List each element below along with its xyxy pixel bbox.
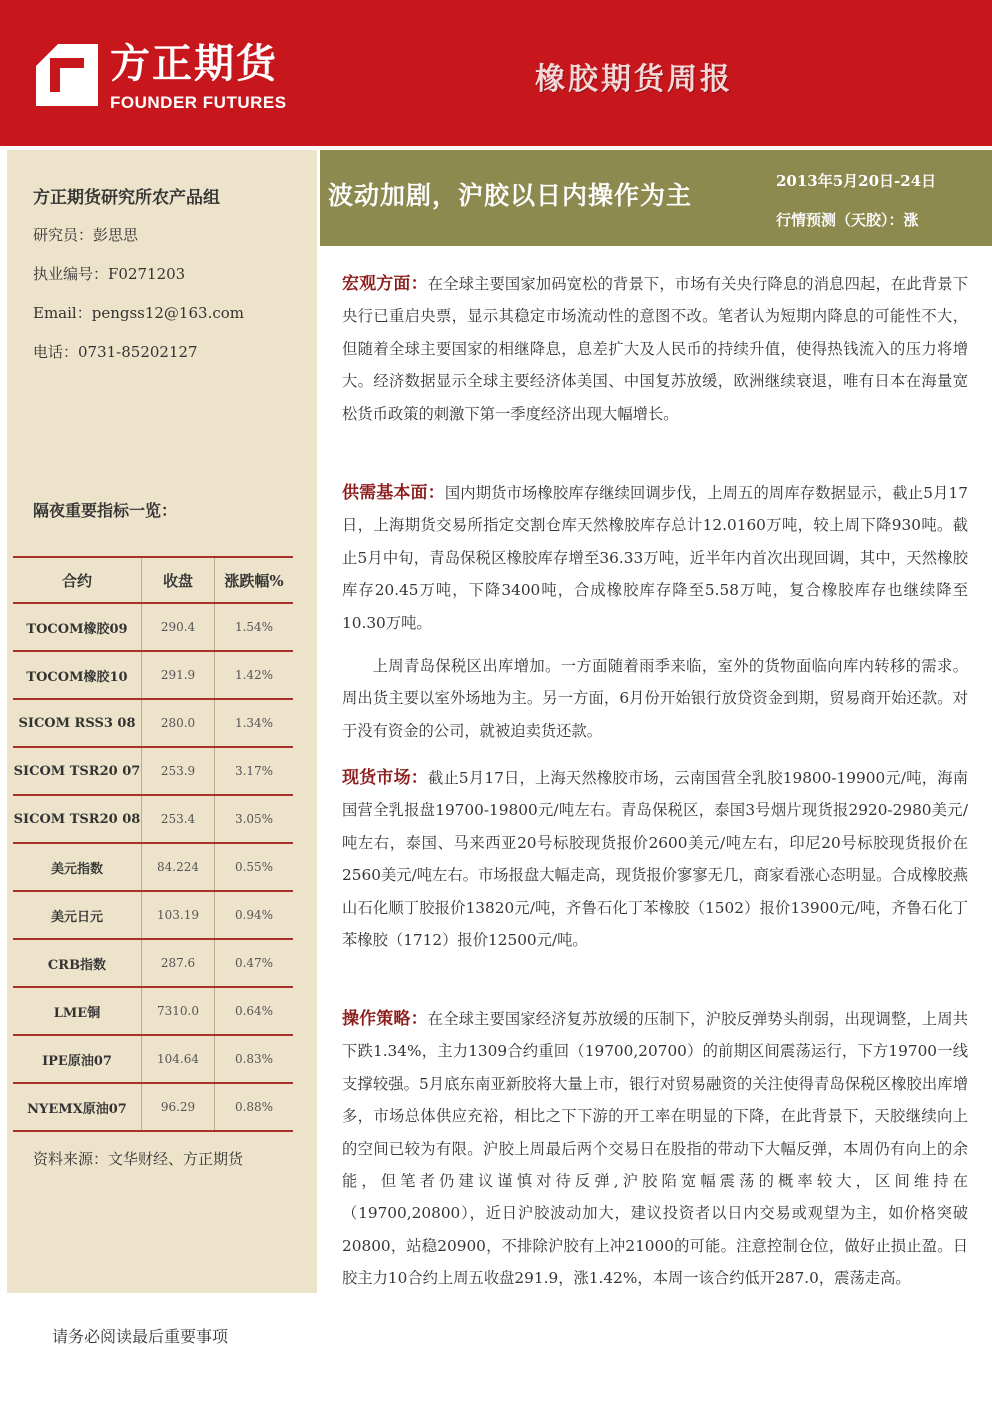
change-value: 0.88%	[215, 1083, 294, 1131]
change-value: 1.42%	[215, 651, 294, 699]
change-value: 0.94%	[215, 891, 294, 939]
change-value: 0.83%	[215, 1035, 294, 1083]
table-row	[13, 843, 293, 891]
table-row	[13, 891, 293, 939]
table-row	[13, 699, 293, 747]
contract-name: 美元指数	[13, 843, 142, 891]
logo-english-name: FOUNDER FUTURES	[110, 93, 287, 112]
close-value: 280.0	[142, 699, 215, 747]
change-value: 1.34%	[215, 699, 294, 747]
close-value: 96.29	[142, 1083, 215, 1131]
change-value: 0.47%	[215, 939, 294, 987]
header-contract: 合约	[13, 557, 142, 603]
macro-text: 在全球主要国家加码宽松的背景下，市场有关央行降息的消息四起，在此背景下央行已重启央票，显示其稳定市场流动性的意图不改。笔者认为短期内降息的可能性不大，但随着全球主要国家的相继降息，息差扩大及人民币的持续升值，使得热钱流入的压力将增大。经济数据显示全球主要经济体美国、中国复苏放缓，欧洲继续衰退，唯有日本在海量宽松货币政策的刺激下第一季度经济出现大幅增长。	[342, 275, 968, 423]
footer-notice: 请务必阅读最后重要事项	[52, 1327, 229, 1346]
header-banner	[0, 0, 992, 146]
contract-name: LME铜	[13, 987, 142, 1035]
table-row	[13, 987, 293, 1035]
contract-name: TOCOM橡胶10	[13, 651, 142, 699]
strategy-paragraph	[342, 1003, 968, 1295]
data-source-note: 资料来源：文华财经、方正期货	[33, 1150, 244, 1168]
change-value: 0.55%	[215, 843, 294, 891]
change-value: 3.17%	[215, 747, 294, 795]
table-header-row	[13, 557, 293, 603]
spot-paragraph	[342, 762, 968, 956]
macro-paragraph	[342, 268, 968, 430]
spot-text: 截止5月17日，上海天然橡胶市场，云南国营全乳胶19800-19900元/吨，海南国营全乳报盘19700-19800元/吨左右。青岛保税区，泰国3号烟片现货报2920-2980美元/吨左右，泰国、马来西亚20号标胶现货报价2600美元/吨左右，印尼20号标胶现货报价在2560美元/吨左右。市场报盘大幅走高，现货报价寥寥无几，商家看涨心态明显。合成橡胶燕山石化顺丁胶报价13820元/吨，齐鲁石化丁苯橡胶（1502）报价13900元/吨，齐鲁石化丁苯橡胶（1712）报价12500元/吨。	[342, 769, 968, 950]
change-value: 3.05%	[215, 795, 294, 843]
close-value: 290.4	[142, 603, 215, 651]
table-row	[13, 795, 293, 843]
contract-name: 美元日元	[13, 891, 142, 939]
close-value: 253.9	[142, 747, 215, 795]
contract-name: SICOM RSS3 08	[13, 699, 142, 747]
table-row	[13, 651, 293, 699]
sidebar-license: 执业编号：F0271203	[33, 265, 186, 283]
sidebar-email: Email：pengss12@163.com	[33, 304, 244, 322]
report-date: 2013年5月20日-24日	[776, 172, 937, 190]
table-row	[13, 939, 293, 987]
close-value: 287.6	[142, 939, 215, 987]
sidebar-phone: 电话：0731-85202127	[33, 343, 198, 361]
supply-paragraph	[342, 477, 968, 639]
contract-name: TOCOM橡胶09	[13, 603, 142, 651]
macro-label: 宏观方面：	[342, 274, 428, 294]
supply-text: 国内期货市场橡胶库存继续回调步伐，上周五的周库存数据显示，截止5月17日，上海期货交易所指定交割仓库天然橡胶库存总计12.0160万吨，较上周下降930吨。截止5月中旬，青岛保税区橡胶库存增至36.33万吨，近半年内首次出现回调，其中，天然橡胶库存20.45万吨，下降3400吨，合成橡胶库存降至5.58万吨，复合橡胶库存也继续降至10.30万吨。	[342, 484, 969, 632]
sidebar-researcher: 研究员：彭思思	[33, 226, 139, 244]
close-value: 104.64	[142, 1035, 215, 1083]
contract-name: CRB指数	[13, 939, 142, 987]
table-row	[13, 1083, 293, 1131]
header-close: 收盘	[142, 557, 215, 603]
founder-logo-icon	[36, 44, 98, 106]
market-forecast: 行情预测（天胶）：涨	[776, 211, 919, 229]
table-row	[13, 1035, 293, 1083]
contract-name: IPE原油07	[13, 1035, 142, 1083]
close-value: 7310.0	[142, 987, 215, 1035]
sidebar-org: 方正期货研究所农产品组	[33, 188, 220, 208]
qingdao-paragraph: 上周青岛保税区出库增加。一方面随着雨季来临，室外的货物面临向库内转移的需求。周出货主要以室外场地为主。另一方面，6月份开始银行放贷资金到期，贸易商开始还款。对于没有资金的公司，就被迫卖货还款。	[342, 657, 968, 740]
strategy-label: 操作策略：	[342, 1009, 428, 1029]
change-value: 0.64%	[215, 987, 294, 1035]
table-row	[13, 747, 293, 795]
strategy-text: 在全球主要国家经济复苏放缓的压制下，沪胶反弹势头削弱，出现调整，上周共下跌1.34%，主力1309合约重回（19700,20700）的前期区间震荡运行，下方19700一线支撑较强。5月底东南亚新胶将大量上市，银行对贸易融资的关注使得青岛保税区橡胶出库增多，市场总体供应充裕，相比之下下游的开工率在明显的下降，在此背景下，天胶继续向上的空间已较为有限。沪胶上周最后两个交易日在股指的带动下大幅反弹，本周仍有向上的余能，但笔者仍建议谨慎对待反弹,沪胶陷宽幅震荡的概率较大，区间维持在（19700,20800），近日沪胶波动加大，建议投资者以日内交易或观望为主，如价格突破20800，站稳20900，不排除沪胶有上冲21000的可能。注意控制仓位，做好止损止盈。日胶主力10合约上周五收盘291.9，涨1.42%，本周一该合约低开287.0，震荡走高。	[342, 1010, 968, 1288]
supply-label: 供需基本面：	[342, 483, 445, 503]
change-value: 1.54%	[215, 603, 294, 651]
close-value: 84.224	[142, 843, 215, 891]
spot-label: 现货市场：	[342, 768, 428, 788]
close-value: 253.4	[142, 795, 215, 843]
logo-chinese-name: 方正期货	[110, 41, 278, 87]
close-value: 291.9	[142, 651, 215, 699]
indicators-table	[13, 556, 293, 1132]
main-title: 波动加剧，沪胶以日内操作为主	[328, 181, 693, 210]
table-row	[13, 603, 293, 651]
contract-name: SICOM TSR20 08	[13, 795, 142, 843]
indicators-title: 隔夜重要指标一览：	[33, 501, 178, 520]
header-change: 涨跌幅%	[215, 557, 294, 603]
contract-name: NYEMX原油07	[13, 1083, 142, 1131]
contract-name: SICOM TSR20 07	[13, 747, 142, 795]
close-value: 103.19	[142, 891, 215, 939]
report-title: 橡胶期货周报	[535, 62, 733, 97]
